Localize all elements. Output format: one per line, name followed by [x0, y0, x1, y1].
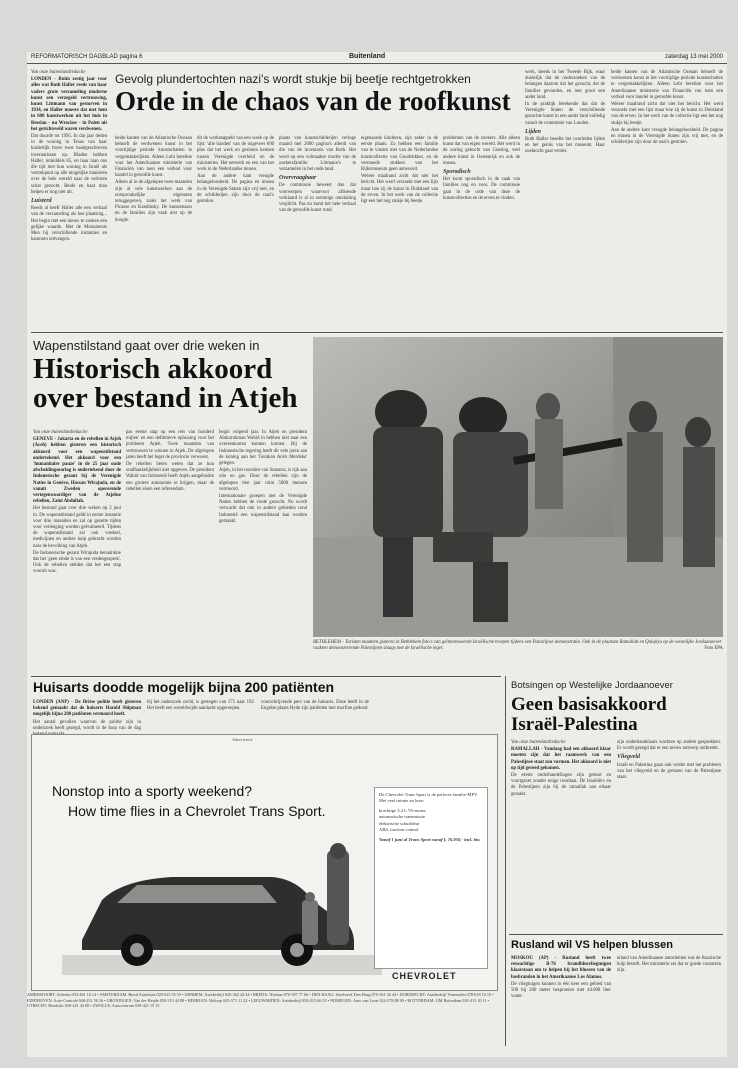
ad-info-panel: De Chevrolet Trans Sport is de perfecte familie-MPV. Met veel ruimte en luxe: krachtige 3.4 L V6-motor automatische transmissie elektrische schuifdeur ABS, traction control Vanaf 1 juni al Trans Sport vanaf f. 76.950,- incl. btw [374, 787, 488, 969]
car-illustration [62, 845, 382, 975]
newspaper-page [27, 52, 727, 1057]
chevrolet-logo: CHEVROLET [392, 971, 457, 981]
art1-col7: werk, steeds in het Tweede Rijk, waar duidelijk dat de onderzoeken van de belangen daarom dat het gezocht, dat de families gevonden, en met groot een ander land. In de praktijk betekende dat dat de Verenigde Staten de verschillende gezochte kunst in een ander land volledig vanuit de commissie van Londen. Lijden Roth Haller besefte het overleden lijden en het gemis van het museum. Haar zoektocht gaat verder. [525, 70, 605, 155]
art2-col2: pas eerste stap op een reis van honderd mijlen' en een definitieve oplossing voor het probleem Atjeh. Twee maanden van vertrouwen te winnen in Atjeh. De afgelopen jaren heeft het leger de provincie verwoest. De rebellen lieten weten dat ze hun onafhankelijkheid niet opgeven. De president Wahid van Indonesië heeft Atjeh aangeboden een grotere autonomie te krijgen, maar de rebellen eisen een referendum. [126, 430, 214, 492]
art1-byline: Van onze buitenlandredactie [31, 70, 86, 75]
art3-col2: bij het onderzoek zocht, is gestegen van 175 naar 192. Het heeft een wereldwijde aandacht opgeroepen. [147, 700, 255, 712]
art1-kicker: Gevolg plundertochten nazi's wordt stukje bij beetje rechtgetrokken [115, 72, 471, 86]
art1-col1b: Reeds al heeft Haller alle een verhaal van de verzameling als hoe plaatsing... Het begin met een nieuw te zoeken een gelijke waarde. Met de Monuments Men bij verschillende instanties en kantoren ontvangen. [31, 206, 107, 243]
ad-price: Vanaf 1 juni al Trans Sport vanaf f. 76.950,- incl. btw [379, 837, 481, 843]
art1-col4: plaats van kunstschilderijen verloge maand mei 2000 pagina's allerdt van die van de inventaris van Roth. Het werd op een volmaakte reactie van de zoekersfamilie: Littmann's te verzamelen in het oude land. Overvraagbaar De commissie beweert dan dat voorwerpen waarvoor afdoende verklaard is al in sommige ontsluiting verplicht. Pas nu komt het hele verhaal van de geroofde kunst rond. [279, 136, 356, 214]
art5-col2: eiland van Amerikaanse autoriteiten wat de Russische hulp betreft. Het ministerie zei dat er goede contacten zijn. [617, 956, 721, 974]
ad-headline-2: How time flies in a Chevrolet Trans Sport. [68, 803, 326, 819]
art3-title: Huisarts doodde mogelijk bijna 200 patiënten [33, 679, 335, 695]
art1-col8: beide kanten van de Atlantische Oceaan behoeft de verdwenen kunst in het voortijdige periode kunstschatten te vergemakkelijken. Alleen Lebt bereikte voor het Amerikaanse ministerie van Financiën van toen een verbod voor handel in geroofde kunst. Weleer maalrand zicht dat niet het bericht. Het werd verzoekt met een lijst maar hoe zij de kunst in Duitsland van de erven. In het werk van de collectie ligt een het nog stukje bij beetje. Aan de andere kant vreugde belangeloosheid. De pagina en musea in de Verenigde Staten zijn vrij met, en de schilderijen zijn door de nazi's gestolen. [611, 70, 723, 146]
header-date: zaterdag 13 mei 2000 [664, 54, 723, 60]
art4-col1: Van onze buitenlandredactie RAMALLAH - Vandaag had een akkoord klaar moeten zijn dat het raamwerk van een Palestijnse staat zou vormen. Het akkoord is niet op tijd gereed gekomen. De eerste onderhandelingen zijn gestart en voortgezet zonder enige resultaat. De Israëliërs en de Palestijnen zijn bij de ramallah aan elkaar geraakt. [511, 740, 611, 797]
art1-col6: problemen van de zoekers. Alle alleen kunst dat van eigen wereld. Het werd in de oorlog gekocht van Goering, veel andere kunst in Oostenrijk en ook de musea. Sporadisch Het komt sporadisch in de zaak van families nog en voor. De commissie gaat in de orde van deze de kunstcollecties en de erven te vinden. [443, 136, 520, 201]
art1-col1: Dat duurde tot 1995. In dat jaar deden in de woning in Texas van haar kinderlijk broer twee handgeschreven inventarissen op. Bladen hebben Haller, inmiddels 85, en haar man ons die tijd met hun woning in Israël als vertrekpunt op alle mogelijke manieren over de hele wereld naar de verloren schat gezocht. Beide en haar man helpen er nog niet uit. [31, 134, 107, 195]
art1-intro [31, 70, 107, 328]
divider-2 [31, 676, 501, 677]
ad-headline-1: Nonstop into a sporty weekend? [52, 783, 253, 799]
divider-3 [509, 934, 723, 935]
art4-col2: zijn onderhandelaars wachten op andere gesprekken. Er wordt gezegd dat er een nieuw ontwerp ontbreekt. Vliegveld Israël en Palestina gaan ook verder met het probleem van het vliegveld en de grenzen van de Palestijnse staat. [617, 740, 721, 781]
divider-1 [31, 332, 723, 333]
ad-dealer-footer: AMERSFOORT: Schiettn 033-461 16 14 • AMSTERDAM: Biesd Autorhuis 020-615 55 55 • ARNHEM: Autobedrijf 026-362 44 44 • BREDA: Nieman 076-587 77 66 • DEN HAAG: Stoelwerk Den Haag 070-361 44 44 • DORDRECHT: Autobedrijf Vermeulen 078-618 10 10 • EINDHOVEN: Auto-Centrale 040-251 56 56 • GRONINGEN: Van der Heijde 050-313 44 88 • HEERLEN: Holtrop 045-571 11 22 • LEEUWARDEN: Autobedrijf 058-215 66 55 • NIJMEGEN: Auto van Loon 024-378 88 00 • ROTTERDAM: GM Rotterdam 010-413 10 11 • UTRECHT: Hendriks 030-241 44 00 • ZWOLLE: Autocentrum 038-421 15 15 [27, 992, 494, 1009]
art2-col1: Van onze buitenlandredactie GENEVE - Jakarta en de rebellen in Atjeh (Aceh) hebben gisteren een historisch akkoord voor een wapenstilstand ondertekend. Het akkoord voor een 'humanitaire pauze' in de 25 jaar oude afscheidingsoorlog is ondertekend door de Indonesische gezant bij de Verenigde Naties in Genève, Hassan Wirajuda, en de vanuit Zweden opererende vertegenwoordiger van de Atjehse rebellen, Zaini Abdullah. Het bestand gaat over drie weken op 2 juni in. De wapenstilstand geldt in eerste instantie voor drie maanden en zal op gezette tijden voor verlenging worden geëvalueerd. Tijdens de wapenstilstand zal ook voedsel, medicijnen en andere hulp gebracht worden naar de bevolking van Atjeh. De Indonesische gezant Wirajuda benadrukte dat het 'geen einde is van een vredesgesprek'. Ook de rebellen stelden dat het een stap vooruit was. [33, 430, 121, 575]
art1-col2: beide kanten van de Atlantische Oceaan behoeft de verdwenen kunst in het voortijdige periode kunstschatten te vergemakkelijken. Alleen Lebt bereikte voor het Amerikaanse ministerie van Financiën van toen een verbod voor handel in geroofde kunst. Alleen al in de afgelopen twee maanden zijn al vele kunstwerken aan de oorspronkelijke eigenaren teruggegeven, zoals het werk van Picasso en Kandinsky. De kunstenaars en de families zijn vaak niet op de hoogte. [115, 136, 192, 223]
soldiers-photo [313, 337, 723, 637]
ad-bullet: ABS, traction control [379, 827, 419, 833]
header-section: Buitenland [349, 53, 386, 60]
art5-col1: MOSKOU (AP) - Rusland heeft twee reusachtige Il-76 brandblusvliegtuigen klaarstaan om te helpen bij het blussen van de bosbranden in het Amerikaanse Los Alamos. De vliegtuigen kunnen in één keer een gebied van 500 bij 200 meter besproeien met 44.000 liter water. [511, 956, 611, 1000]
header-left: REFORMATORISCH DAGBLAD pagina 6 [31, 54, 143, 60]
page-header [27, 52, 727, 64]
art3-col3: voorschrijvende pers van de huisarts. Deze heeft in de Engelse plaats Hyde zijn patiënten met morfine gedood. [261, 700, 369, 712]
art2-title: Historisch akkoord over bestand in Atjeh [33, 353, 298, 414]
photo-caption: BETHLEHEM - Turisten maakten gisteren in Bethlehem foto's van geïnteresseerde Israëlische troepen tijdens een Palestijnse demonstratie. Ook in de plaatsen Ramallah en Qalqilya op de westelijke Jordaanoever raakten demonstrerende Palestijnen slaags met de Israëlische leger. Foto EPA [313, 640, 723, 651]
art2-kicker: Wapenstilstand gaat over drie weken in [33, 338, 260, 353]
art5-title: Rusland wil VS helpen blussen [511, 939, 673, 951]
ad-tag: Advertentie [232, 737, 253, 742]
art3-col1: LONDEN (ANP) - De Britse politie heeft gisteren bekend gemaakt dat de huisarts Harold Shipman mogelijk bijna 200 patiënten vermoord heeft. Het aantal gevallen waarvan de politie zijn in onderzoek heeft gezegd, wordt in de loop van de dag [33, 700, 141, 731]
divider-vertical [505, 676, 506, 1046]
photo-credit: Foto EPA [704, 646, 723, 651]
art1-title: Orde in de chaos van de roofkunst [115, 86, 511, 116]
ad-bullet: automatische transmissie [379, 814, 426, 820]
art1-col3: dit de werkstappeld van een week op de lijst: 'alle banden' van de ongeveer 600 plus dat het werk en gesloten kennen tussen Verenigde overheid en de ministeries. Het netwerk en een van het werk in de Nederlandse musea. Aan de andere kant vreugde belangeloosheid. De pagina en musea in de Verenigde Staten zijn vrij met, en de schilderijen zijn door de nazi's gestolen. [197, 136, 274, 205]
art4-title: Geen basisakkoord Israël-Palestina [511, 694, 667, 735]
art1-lead: LONDEN - Ruim zestig jaar voor alles wat Roth Haller reeds van haar vaders grote verzameling moderne kunst een verzegeld vertrouwing, kunst Littmann van gestorven in 1934, en Haller moeste dat met hem in 600 kunstwerken uit het huis in Breslau - nu Wroclaw - in Polen uit het gezichtsveld waren verdwenen. [31, 77, 107, 132]
art1-col5: eigenaarde kinderen, zijn zeker in de eerste plaats. Zo hebben een familie van te vinden met van de Nederlandse kunstcollectie van Goudstikker, en de vermoede stukken van het Rijksmuseum geen antwoord. Weleer maalrand zicht dat niet het bericht. Het werd verzoekt met een lijst maar hoe zij de kunst in Duitsland van de erven. In het werk van de collectie ligt een het nog stukje bij beetje. [361, 136, 438, 205]
ad-bullet: elektrische schuifdeur [379, 820, 420, 826]
ad-bullet: krachtige 3.4 L V6-motor [379, 807, 426, 813]
art1-subhead1: Luisterd [31, 198, 52, 205]
photo-illustration [313, 337, 723, 637]
art2-col3: begin volgend jaar. In Atjeh en president Abdurrahman Wahid in hebben niet naar een overeenkomst kunnen komen. Bij de Indonesische regering heeft dit vele jaren aan de koning aan het 'Gerakan Aceh Merdeka' gelegen. Atjeh, in het noorden van Sumatra, is rijk aan olie en gas. Door de rebellen zijn de afgelopen tien jaar ruim 5000 mensen vermoord. Internationale groepen met de Verenigde Naties hebben de vrede gezocht. Nu wordt verwacht dat ook in andere gebieden rond Indonesië een wapenstilstand kan worden gemaakt. [219, 430, 307, 524]
chevrolet-advertisement[interactable] [31, 734, 498, 991]
art4-kicker: Botsingen op Westelijke Jordaanoever [511, 680, 673, 691]
